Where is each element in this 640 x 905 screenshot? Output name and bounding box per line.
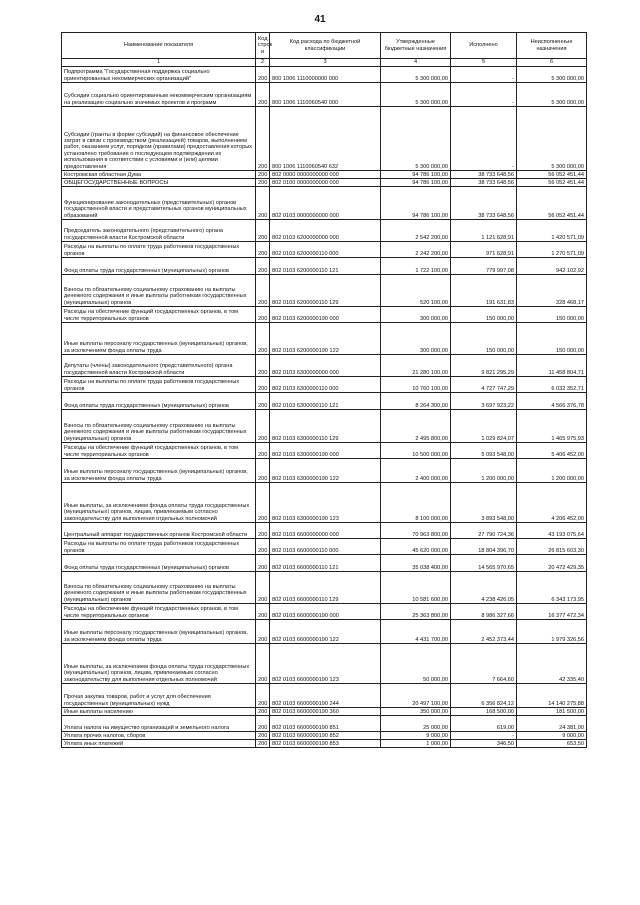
line-code: 200 <box>256 275 270 307</box>
line-code: 200 <box>256 740 270 748</box>
unexecuted-amount: 6 032 352,71 <box>517 377 587 393</box>
indicator-name: Уплата иных платежей <box>62 740 256 748</box>
line-code: 200 <box>256 620 270 644</box>
budget-classification-code: 802 0103 6300000190 122 <box>270 459 381 483</box>
indicator-name: Субсидии (гранты в форме субсидий) на финансовое обеспечение затрат в связи с производством (реализацией) товаров, выполнением работ, оказанием услуг, порядком (правилами) предоставления которых установлено требование о последующем подтверждении их использования в соответствии с условиями и (или) целями предоставления <box>62 107 256 171</box>
unexecuted-amount: 4 206 452,00 <box>517 483 587 523</box>
executed-amount: 619,00 <box>451 716 517 732</box>
approved-amount: 10 760 100,00 <box>381 377 451 393</box>
table-row <box>62 83 587 107</box>
column-number: 6 <box>517 59 587 67</box>
budget-classification-code: 802 0103 6200000110 129 <box>270 275 381 307</box>
line-code: 200 <box>256 179 270 187</box>
table-body <box>62 67 587 748</box>
unexecuted-amount: 1 465 975,93 <box>517 410 587 443</box>
line-code: 200 <box>256 220 270 242</box>
indicator-name: Взносы по обязательному социальному страхованию на выплаты денежного содержания и иные выплаты работникам государственных (муниципальных) органов <box>62 275 256 307</box>
indicator-name: Фонд оплаты труда государственных (муниципальных) органов <box>62 555 256 572</box>
executed-amount: - <box>451 107 517 171</box>
line-code: 200 <box>256 67 270 83</box>
indicator-name: Иные выплаты населению <box>62 708 256 716</box>
budget-classification-code: 802 0103 6600000110 121 <box>270 555 381 572</box>
line-code: 200 <box>256 572 270 604</box>
table-row <box>62 523 587 539</box>
column-number: 5 <box>451 59 517 67</box>
indicator-name: Субсидии социально ориентированным некоммерческим организациям на реализацию социально значимых проектов и программ <box>62 83 256 107</box>
unexecuted-amount: 14 140 275,88 <box>517 684 587 708</box>
table-row <box>62 539 587 555</box>
indicator-name: Иные выплаты, за исключением фонда оплаты труда государственных (муниципальных) органов, лицам, привлекаемым согласно законодательству для выполнения отдельных полномочий <box>62 483 256 523</box>
executed-amount: 971 628,91 <box>451 242 517 258</box>
indicator-name: Взносы по обязательному социальному страхованию на выплаты денежного содержания и иные выплаты работникам государственных (муниципальных) органов <box>62 572 256 604</box>
table-row <box>62 355 587 377</box>
header-unexecuted: Неисполненные назначения <box>517 33 587 59</box>
budget-classification-code: 802 0103 6600000190 244 <box>270 684 381 708</box>
table-row <box>62 107 587 171</box>
approved-amount: 20 497 100,00 <box>381 684 451 708</box>
table-row <box>62 684 587 708</box>
budget-classification-code: 802 0103 6300000110 000 <box>270 377 381 393</box>
executed-amount: 346,50 <box>451 740 517 748</box>
budget-classification-code: 802 0103 6600000110 000 <box>270 539 381 555</box>
table-row <box>62 275 587 307</box>
unexecuted-amount: 6 343 173,95 <box>517 572 587 604</box>
executed-amount: 38 733 648,56 <box>451 179 517 187</box>
executed-amount: 779 997,08 <box>451 258 517 275</box>
executed-amount: 1 029 824,07 <box>451 410 517 443</box>
approved-amount: 2 495 800,00 <box>381 410 451 443</box>
budget-classification-code: 802 0103 6300000110 129 <box>270 410 381 443</box>
page-number: 41 <box>314 14 326 25</box>
approved-amount: 94 786 100,00 <box>381 187 451 220</box>
line-code: 200 <box>256 459 270 483</box>
executed-amount: 27 790 724,36 <box>451 523 517 539</box>
approved-amount: 94 786 100,00 <box>381 179 451 187</box>
table-row <box>62 323 587 355</box>
indicator-name: Расходы на обеспечение функций государственных органов, в том числе территориальных органов <box>62 443 256 459</box>
header-approved: Утвержденные бюджетные назначения <box>381 33 451 59</box>
table-row <box>62 179 587 187</box>
header-indicator-name: Наименование показателя <box>62 33 256 59</box>
line-code: 200 <box>256 242 270 258</box>
line-code: 200 <box>256 307 270 323</box>
table-row <box>62 740 587 748</box>
line-code: 200 <box>256 187 270 220</box>
line-code: 200 <box>256 708 270 716</box>
line-code: 200 <box>256 323 270 355</box>
budget-classification-code: 802 0103 6600000190 853 <box>270 740 381 748</box>
indicator-name: Фонд оплаты труда государственных (муниципальных) органов <box>62 258 256 275</box>
table-row <box>62 604 587 620</box>
budget-classification-code: 802 0103 6600000190 122 <box>270 620 381 644</box>
approved-amount: 94 786 100,00 <box>381 171 451 179</box>
unexecuted-amount: 5 300 000,00 <box>517 83 587 107</box>
approved-amount: 1 722 100,00 <box>381 258 451 275</box>
budget-classification-code: 802 0103 6600000190 851 <box>270 716 381 732</box>
indicator-name: Уплата прочих налогов, сборов <box>62 732 256 740</box>
approved-amount: 5 300 000,00 <box>381 83 451 107</box>
table-row <box>62 572 587 604</box>
unexecuted-amount: 9 000,00 <box>517 732 587 740</box>
approved-amount: 350 000,00 <box>381 708 451 716</box>
approved-amount: 2 242 200,00 <box>381 242 451 258</box>
table-row <box>62 644 587 684</box>
budget-classification-code: 802 0103 6600000190 000 <box>270 604 381 620</box>
budget-classification-code: 802 0103 6200000000 000 <box>270 220 381 242</box>
approved-amount: 70 963 800,00 <box>381 523 451 539</box>
approved-amount: 4 431 700,00 <box>381 620 451 644</box>
line-code: 200 <box>256 171 270 179</box>
unexecuted-amount: 1 200 000,00 <box>517 459 587 483</box>
approved-amount: 1 000,00 <box>381 740 451 748</box>
table-row <box>62 716 587 732</box>
line-code: 200 <box>256 539 270 555</box>
indicator-name: Прочая закупка товаров, работ и услуг для обеспечения государственных (муниципальных) нужд <box>62 684 256 708</box>
line-code: 200 <box>256 523 270 539</box>
unexecuted-amount: 56 052 451,44 <box>517 187 587 220</box>
executed-amount: 38 733 648,56 <box>451 187 517 220</box>
budget-classification-code: 802 0103 6200000190 122 <box>270 323 381 355</box>
line-code: 200 <box>256 644 270 684</box>
approved-amount: 45 620 000,00 <box>381 539 451 555</box>
approved-amount: 25 000,00 <box>381 716 451 732</box>
indicator-name: Председатель законодательного (представительного) органа государственной власти Костромской области <box>62 220 256 242</box>
line-code: 200 <box>256 604 270 620</box>
executed-amount: - <box>451 83 517 107</box>
approved-amount: 21 280 100,00 <box>381 355 451 377</box>
executed-amount: 1 200 000,00 <box>451 459 517 483</box>
approved-amount: 5 300 000,00 <box>381 107 451 171</box>
column-number: 2 <box>256 59 270 67</box>
indicator-name: Расходы на выплаты по оплате труда работников государственных органов <box>62 242 256 258</box>
unexecuted-amount: 56 052 451,44 <box>517 171 587 179</box>
line-code: 200 <box>256 258 270 275</box>
table-row <box>62 393 587 410</box>
line-code: 200 <box>256 555 270 572</box>
approved-amount: 50 000,00 <box>381 644 451 684</box>
table-row <box>62 242 587 258</box>
executed-amount: 18 804 396,70 <box>451 539 517 555</box>
executed-amount: 6 356 824,12 <box>451 684 517 708</box>
indicator-name: Иные выплаты персоналу государственных (муниципальных) органов, за исключением фонда оплаты труда <box>62 620 256 644</box>
approved-amount: 8 100 000,00 <box>381 483 451 523</box>
indicator-name: Иные выплаты, за исключением фонда оплаты труда государственных (муниципальных) органов, лицам, привлекаемым согласно законодательству для выполнения отдельных полномочий <box>62 644 256 684</box>
approved-amount: 10 581 600,00 <box>381 572 451 604</box>
unexecuted-amount: 56 052 451,44 <box>517 179 587 187</box>
indicator-name: Иные выплаты персоналу государственных (муниципальных) органов, за исключением фонда оплаты труда <box>62 459 256 483</box>
indicator-name: Костромская областная Дума <box>62 171 256 179</box>
executed-amount: 4 238 426,05 <box>451 572 517 604</box>
line-code: 200 <box>256 684 270 708</box>
unexecuted-amount: 5 300 000,00 <box>517 107 587 171</box>
unexecuted-amount: 11 458 804,71 <box>517 355 587 377</box>
executed-amount: 8 986 327,66 <box>451 604 517 620</box>
approved-amount: 9 000,00 <box>381 732 451 740</box>
budget-execution-table <box>61 32 587 748</box>
executed-amount: 150 000,00 <box>451 323 517 355</box>
budget-classification-code: 802 0103 6300000190 123 <box>270 483 381 523</box>
indicator-name: Расходы на обеспечение функций государственных органов, в том числе территориальных органов <box>62 307 256 323</box>
indicator-name: Депутаты (члены) законодательного (представительного) органа государственной власти Костромской области <box>62 355 256 377</box>
executed-amount: 5 093 548,00 <box>451 443 517 459</box>
unexecuted-amount: 1 270 571,09 <box>517 242 587 258</box>
budget-classification-code: 802 0000 0000000000 000 <box>270 171 381 179</box>
unexecuted-amount: 5 300 000,00 <box>517 67 587 83</box>
line-code: 200 <box>256 483 270 523</box>
table-row <box>62 410 587 443</box>
budget-classification-code: 802 0103 6600000190 360 <box>270 708 381 716</box>
approved-amount: 35 038 400,00 <box>381 555 451 572</box>
line-code: 200 <box>256 393 270 410</box>
approved-amount: 300 000,00 <box>381 323 451 355</box>
executed-amount: 150 000,00 <box>451 307 517 323</box>
unexecuted-amount: 328 468,17 <box>517 275 587 307</box>
indicator-name: Центральный аппарат государственных органов Костромской области <box>62 523 256 539</box>
executed-amount: 14 565 970,65 <box>451 555 517 572</box>
column-number: 4 <box>381 59 451 67</box>
executed-amount: 2 452 373,44 <box>451 620 517 644</box>
column-number: 3 <box>270 59 381 67</box>
executed-amount: 9 821 295,29 <box>451 355 517 377</box>
indicator-name: Функционирование законодательных (представительных) органов государственной власти и представительных органов муниципальных образований <box>62 187 256 220</box>
executed-amount: - <box>451 732 517 740</box>
line-code: 200 <box>256 716 270 732</box>
approved-amount: 2 542 200,00 <box>381 220 451 242</box>
table-row <box>62 555 587 572</box>
indicator-name: Расходы на выплаты по оплате труда работников государственных органов <box>62 539 256 555</box>
line-code: 200 <box>256 107 270 171</box>
column-number: 1 <box>62 59 256 67</box>
indicator-name: Иные выплаты персоналу государственных (муниципальных) органов, за исключением фонда оплаты труда <box>62 323 256 355</box>
table-row <box>62 483 587 523</box>
unexecuted-amount: 942 102,92 <box>517 258 587 275</box>
indicator-name: Взносы по обязательному социальному страхованию на выплаты денежного содержания и иные выплаты работникам государственных (муниципальных) органов <box>62 410 256 443</box>
table-row <box>62 187 587 220</box>
unexecuted-amount: 150 000,00 <box>517 323 587 355</box>
budget-classification-code: 802 0103 6600000000 000 <box>270 523 381 539</box>
unexecuted-amount: 24 381,00 <box>517 716 587 732</box>
executed-amount: 38 733 648,56 <box>451 171 517 179</box>
table-row <box>62 220 587 242</box>
budget-classification-code: 800 1006 1110060540 000 <box>270 83 381 107</box>
budget-classification-code: 802 0103 0000000000 000 <box>270 187 381 220</box>
approved-amount: 520 100,00 <box>381 275 451 307</box>
indicator-name: Расходы на обеспечение функций государственных органов, в том числе территориальных органов <box>62 604 256 620</box>
line-code: 200 <box>256 355 270 377</box>
budget-classification-code: 802 0103 6600000110 129 <box>270 572 381 604</box>
executed-amount: - <box>451 67 517 83</box>
indicator-name: Фонд оплаты труда государственных (муниципальных) органов <box>62 393 256 410</box>
header-executed: Исполнено <box>451 33 517 59</box>
executed-amount: 191 631,83 <box>451 275 517 307</box>
unexecuted-amount: 1 979 326,56 <box>517 620 587 644</box>
budget-classification-code: 802 0103 6200000190 000 <box>270 307 381 323</box>
budget-classification-code: 802 0103 6200000110 121 <box>270 258 381 275</box>
budget-classification-code: 802 0103 6600000190 123 <box>270 644 381 684</box>
budget-classification-code: 802 0103 6600000190 852 <box>270 732 381 740</box>
header-budget-classification: Код расхода по бюджетной классификации <box>270 33 381 59</box>
unexecuted-amount: 150 000,00 <box>517 307 587 323</box>
executed-amount: 3 893 548,00 <box>451 483 517 523</box>
line-code: 200 <box>256 83 270 107</box>
line-code: 200 <box>256 410 270 443</box>
indicator-name: Уплата налога на имущество организаций и земельного налога <box>62 716 256 732</box>
budget-classification-code: 800 1006 1110000000 000 <box>270 67 381 83</box>
budget-classification-code: 802 0103 6300000000 000 <box>270 355 381 377</box>
indicator-name: ОБЩЕГОСУДАРСТВЕННЫЕ ВОПРОСЫ <box>62 179 256 187</box>
table-header-row <box>62 33 587 59</box>
table-row <box>62 443 587 459</box>
table-row <box>62 171 587 179</box>
unexecuted-amount: 4 566 376,78 <box>517 393 587 410</box>
budget-classification-code: 800 1006 1110060540 632 <box>270 107 381 171</box>
column-number-row <box>62 59 587 67</box>
line-code: 200 <box>256 732 270 740</box>
unexecuted-amount: 16 377 472,34 <box>517 604 587 620</box>
unexecuted-amount: 26 815 603,30 <box>517 539 587 555</box>
budget-classification-code: 802 0103 6300000190 000 <box>270 443 381 459</box>
unexecuted-amount: 653,50 <box>517 740 587 748</box>
table-row <box>62 258 587 275</box>
approved-amount: 300 000,00 <box>381 307 451 323</box>
header-line-code: Код строк и <box>256 33 270 59</box>
table-row <box>62 732 587 740</box>
line-code: 200 <box>256 443 270 459</box>
executed-amount: 168 500,00 <box>451 708 517 716</box>
unexecuted-amount: 42 335,40 <box>517 644 587 684</box>
approved-amount: 25 363 800,00 <box>381 604 451 620</box>
unexecuted-amount: 1 420 571,09 <box>517 220 587 242</box>
approved-amount: 10 500 000,00 <box>381 443 451 459</box>
unexecuted-amount: 43 193 075,64 <box>517 523 587 539</box>
table-row <box>62 67 587 83</box>
table-row <box>62 708 587 716</box>
table-row <box>62 620 587 644</box>
indicator-name: Расходы на выплаты по оплате труда работников государственных органов <box>62 377 256 393</box>
indicator-name: Подпрограмма "Государственная поддержка социально ориентированных некоммерческих организаций" <box>62 67 256 83</box>
budget-classification-code: 802 0100 0000000000 000 <box>270 179 381 187</box>
budget-classification-code: 802 0103 6300000110 121 <box>270 393 381 410</box>
executed-amount: 4 727 747,29 <box>451 377 517 393</box>
approved-amount: 2 400 000,00 <box>381 459 451 483</box>
budget-classification-code: 802 0103 6200000110 000 <box>270 242 381 258</box>
table-row <box>62 459 587 483</box>
executed-amount: 7 664,60 <box>451 644 517 684</box>
table-row <box>62 307 587 323</box>
executed-amount: 3 697 923,22 <box>451 393 517 410</box>
approved-amount: 8 264 300,00 <box>381 393 451 410</box>
table-row <box>62 377 587 393</box>
unexecuted-amount: 181 500,00 <box>517 708 587 716</box>
executed-amount: 1 121 628,91 <box>451 220 517 242</box>
unexecuted-amount: 20 472 429,35 <box>517 555 587 572</box>
line-code: 200 <box>256 377 270 393</box>
approved-amount: 5 300 000,00 <box>381 67 451 83</box>
unexecuted-amount: 5 406 452,00 <box>517 443 587 459</box>
